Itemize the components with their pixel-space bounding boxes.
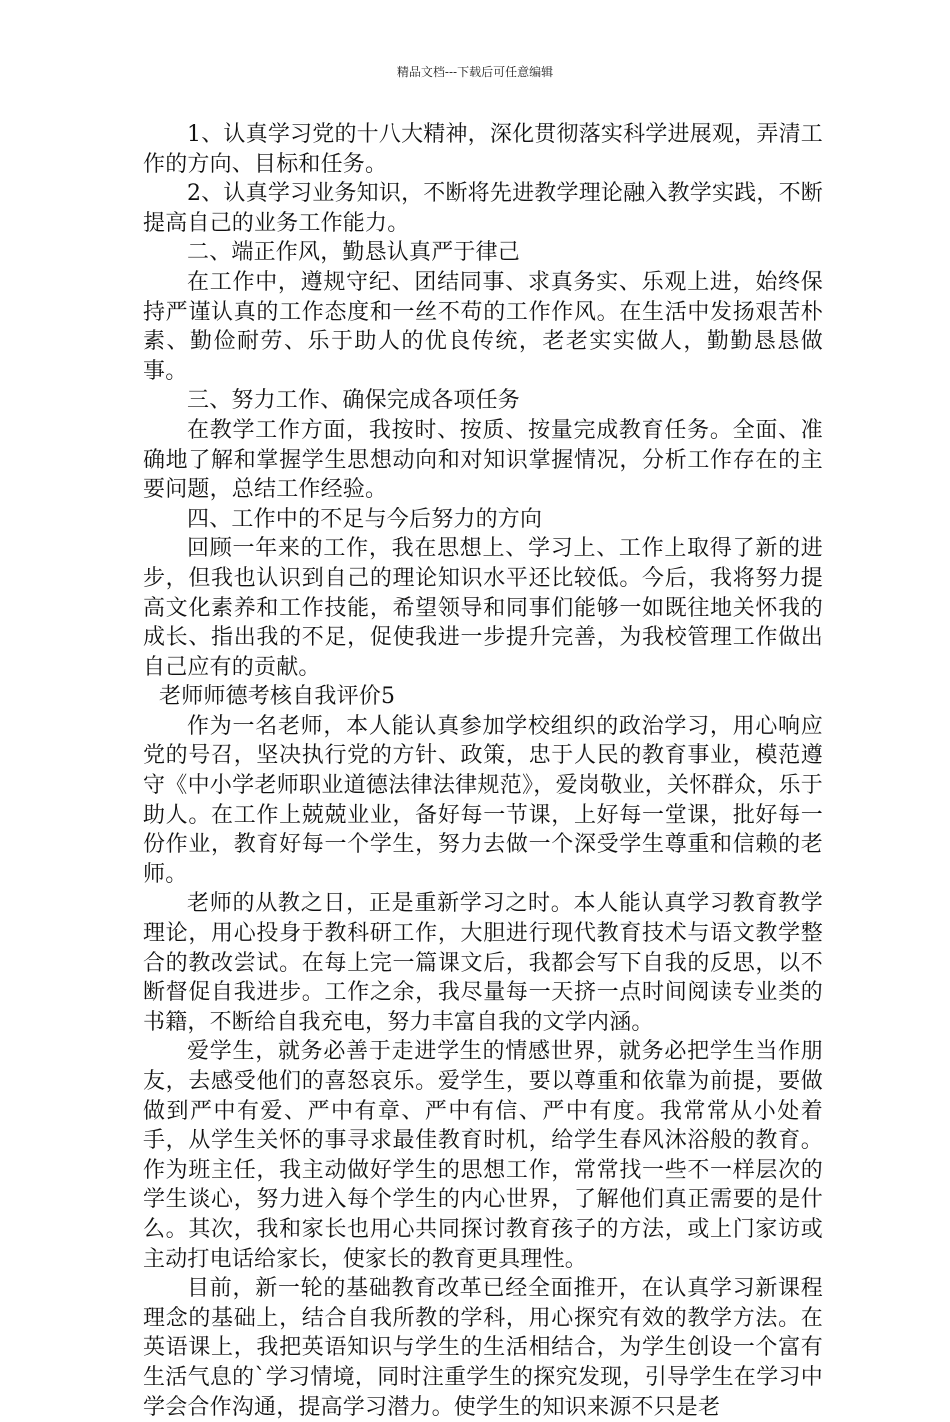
paragraph-study-party-spirit: 1、认真学习党的十八大精神，深化贯彻落实科学进展观，弄清工作的方向、目标和任务。 bbox=[143, 122, 823, 177]
paragraph-love-students: 爱学生，就务必善于走进学生的情感世界，就务必把学生当作朋友，去感受他们的喜怒哀乐。爱学生，要以尊重和依靠为前提，要做做到严中有爱、严中有章、严中有信、严中有度。我常常从小处着手，从学生关怀的事寻求最佳教育时机，给学生春风沐浴般的教育。作为班主任，我主动做好学生的思想工作，常常找一些不一样层次的学生谈心，努力进入每个学生的内心世界，了解他们真正需要的是什么。其次，我和家长也用心共同探讨教育孩子的方法，或上门家访或主动打电话给家长，使家长的教育更具理性。 bbox=[143, 1039, 823, 1272]
paragraph-relearning: 老师的从教之日，正是重新学习之时。本人能认真学习教育教学理论，用心投身于教科研工作，大胆进行现代教育技术与语文教学整合的教改尝试。在每上完一篇课文后，我都会写下自我的反思，以不断督促自我进步。工作之余，我尽量每一天挤一点时间阅读专业类的书籍，不断给自我充电，努力丰富自我的文学内涵。 bbox=[143, 891, 823, 1035]
page-header: 精品文档---下载后可任意编辑 bbox=[396, 65, 554, 79]
paragraph-work-style: 在工作中，遵规守纪、团结同事、求真务实、乐观上进，始终保持严谨认真的工作态度和一丝不苟的工作作风。在生活中发扬艰苦朴素、勤俭耐劳、乐于助人的优良传统，老老实实做人，勤勤恳恳做事。 bbox=[143, 269, 823, 384]
section-heading-shortcomings: 四、工作中的不足与今后努力的方向 bbox=[187, 506, 543, 532]
paragraph-education-reform: 目前，新一轮的基础教育改革已经全面推开，在认真学习新课程理念的基础上，结合自我所教的学科，用心探究有效的教学方法。在英语课上，我把英语知识与学生的生活相结合，为学生创设一个富有生活气息的`学习情境，同时注重学生的探究发现，引导学生在学习中学会合作沟通，提高学习潜力。使学生的知识来源不只是老 bbox=[143, 1276, 823, 1420]
paragraph-teaching-work: 在教学工作方面，我按时、按质、按量完成教育任务。全面、准确地了解和掌握学生思想动向和对知识掌握情况，分析工作存在的主要问题，总结工作经验。 bbox=[143, 417, 823, 503]
paragraph-review: 回顾一年来的工作，我在思想上、学习上、工作上取得了新的进步，但我也认识到自己的理论知识水平还比较低。今后，我将努力提高文化素养和工作技能，希望领导和同事们能够一如既往地关怀我的成长、指出我的不足，促使我进一步提升完善，为我校管理工作做出自己应有的贡献。 bbox=[143, 536, 823, 680]
section-heading-complete-tasks: 三、努力工作、确保完成各项任务 bbox=[187, 388, 521, 414]
paragraph-as-a-teacher: 作为一名老师，本人能认真参加学校组织的政治学习，用心响应党的号召，坚决执行党的方针、政策，忠于人民的教育事业，模范遵守《中小学老师职业道德法律法律规范》，爱岗敬业，关怀群众，乐于助人。在工作上兢兢业业，备好每一节课，上好每一堂课，批好每一份作业，教育好每一个学生，努力去做一个深受学生尊重和信赖的老师。 bbox=[143, 713, 823, 887]
document-body bbox=[143, 120, 823, 1422]
section-heading-work-style: 二、端正作风，勤恳认真严于律己 bbox=[187, 240, 521, 266]
paragraph-study-business-knowledge: 2、认真学习业务知识，不断将先进教学理论融入教学实践，不断提高自己的业务工作能力。 bbox=[143, 181, 823, 236]
article-title: 老师师德考核自我评价5 bbox=[159, 684, 396, 710]
